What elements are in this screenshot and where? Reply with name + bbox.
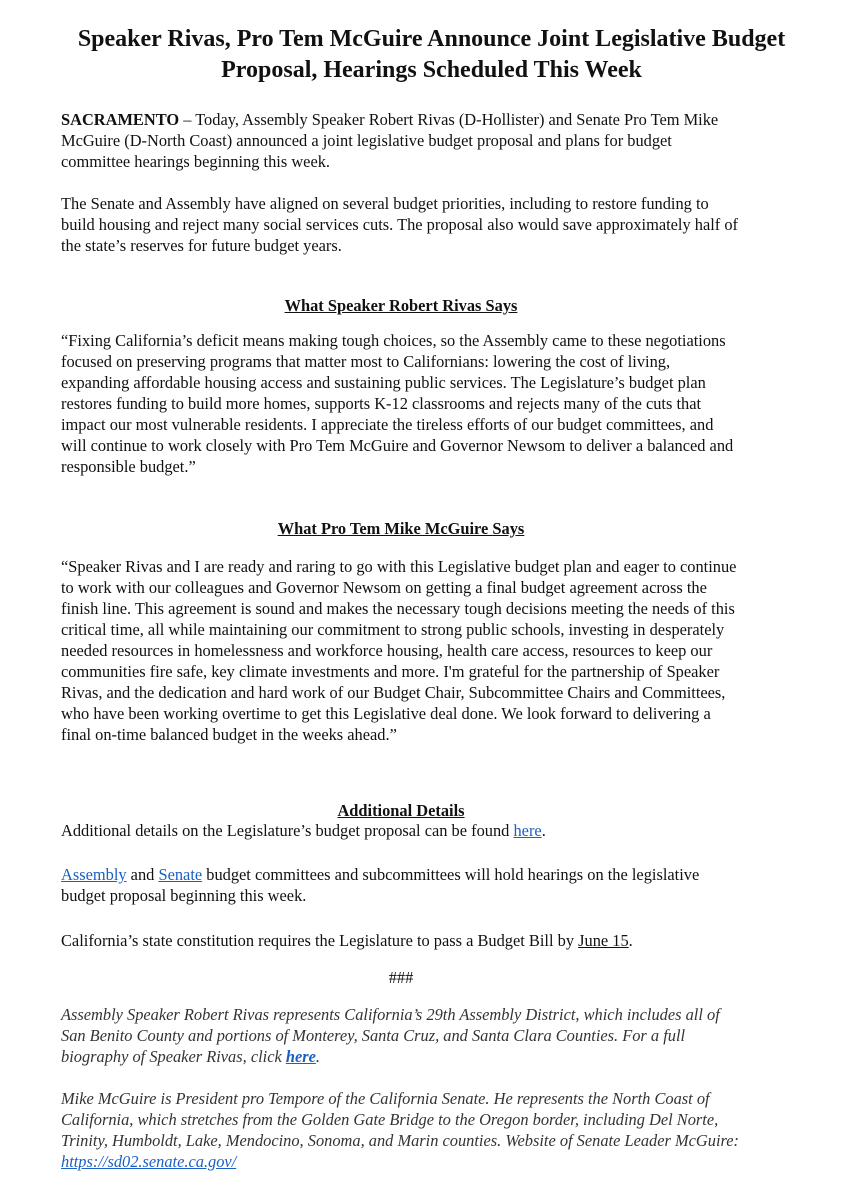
details-here-link[interactable]: here — [513, 821, 542, 840]
mcguire-quote: “Speaker Rivas and I are ready and raring to go with this Legislative budget plan and eager to continue to work with our colleagues and Governor Newsom on getting a final budget agreement across the finish line. This agreement is sound and makes the necessary tough decisions meeting the needs of this critical time, all while maintaining our commitment to strong public schools, investing in desperately needed resources in homelessness and workforce housing, health care access, resources to keep our communities fire safe, key climate investments and more. I'm grateful for the partnership of Speaker Rivas, and the dedication and hard work of our Budget Chair, Subcommittee Chairs and Committees, who have been working overtime to get this Legislative deal done. We look forward to delivering a final on-time balanced budget in the weeks ahead.” — [61, 557, 737, 744]
rivas-bio — [61, 1004, 741, 1067]
priorities-paragraph: The Senate and Assembly have aligned on several budget priorities, including to restore funding to build housing and reject many social services cuts. The proposal also would save approximately half of the state’s reserves for future budget years. — [61, 194, 739, 255]
additional-details-paragraph — [61, 820, 741, 841]
rivas-bio-text: Assembly Speaker Robert Rivas represents California’s 29th Assembly District, which includes all of San Benito County and portions of Monterey, Santa Cruz, and Santa Clara Counties. For a full biography of Speaker Rivas, click — [61, 1005, 720, 1066]
mcguire-bio — [61, 1088, 741, 1172]
and-text: and — [126, 865, 159, 884]
constitution-date: June 15 — [578, 931, 629, 950]
rivas-bio-here-link[interactable]: here — [285, 1047, 316, 1066]
senate-website-link[interactable]: https://sd02.senate.ca.gov/ — [61, 1152, 237, 1171]
constitution-paragraph — [61, 930, 741, 951]
rivas-bio-end: . — [315, 1047, 321, 1066]
page-title: Speaker Rivas, Pro Tem McGuire Announce Joint Legislative Budget Proposal, Hearings Scheduled This Week — [77, 26, 786, 83]
assembly-link[interactable]: Assembly — [61, 865, 127, 884]
additional-details-heading: Additional Details — [337, 801, 465, 820]
hearings-paragraph — [61, 864, 741, 906]
rivas-heading: What Speaker Robert Rivas Says — [284, 296, 518, 315]
details-text: Additional details on the Legislature’s budget proposal can be found — [61, 821, 514, 840]
intro-text: – Today, Assembly Speaker Robert Rivas (D-Hollister) and Senate Pro Tem Mike McGuire (D-North Coast) announced a joint legislative budget proposal and plans for budget committee hearings beginning this week. — [61, 110, 719, 171]
details-end: . — [541, 821, 546, 840]
constitution-end: . — [628, 931, 633, 950]
constitution-text: California’s state constitution requires the Legislature to pass a Budget Bill by — [61, 931, 579, 950]
mcguire-heading: What Pro Tem Mike McGuire Says — [277, 519, 525, 538]
rivas-quote: “Fixing California’s deficit means making tough choices, so the Assembly came to these negotiations focused on preserving programs that matter most to Californians: lowering the cost of living, expanding affordable housing access and sustaining public services. The Legislature’s budget plan restores funding to build more homes, supports K-12 classrooms and rejects many of the cuts that impact our most vulnerable residents. I appreciate the tireless efforts of our budget committees, and will continue to work closely with Pro Tem McGuire and Governor Newsom to deliver a balanced and responsible budget.” — [61, 331, 734, 476]
mcguire-bio-text: Mike McGuire is President pro Tempore of the California Senate. He represents the North Coast of California, which stretches from the Golden Gate Bridge to the Oregon border, including Del Norte, Trinity, Humboldt, Lake, Mendocino, Sonoma, and Marin counties. Website of Senate Leader McGuire: — [61, 1089, 740, 1150]
separator: ### — [388, 968, 414, 987]
dateline: SACRAMENTO — [61, 110, 180, 129]
senate-link[interactable]: Senate — [158, 865, 203, 884]
hearings-text: budget committees and subcommittees will hold hearings on the legislative budget proposal beginning this week. — [61, 865, 700, 905]
intro-paragraph — [61, 109, 741, 172]
